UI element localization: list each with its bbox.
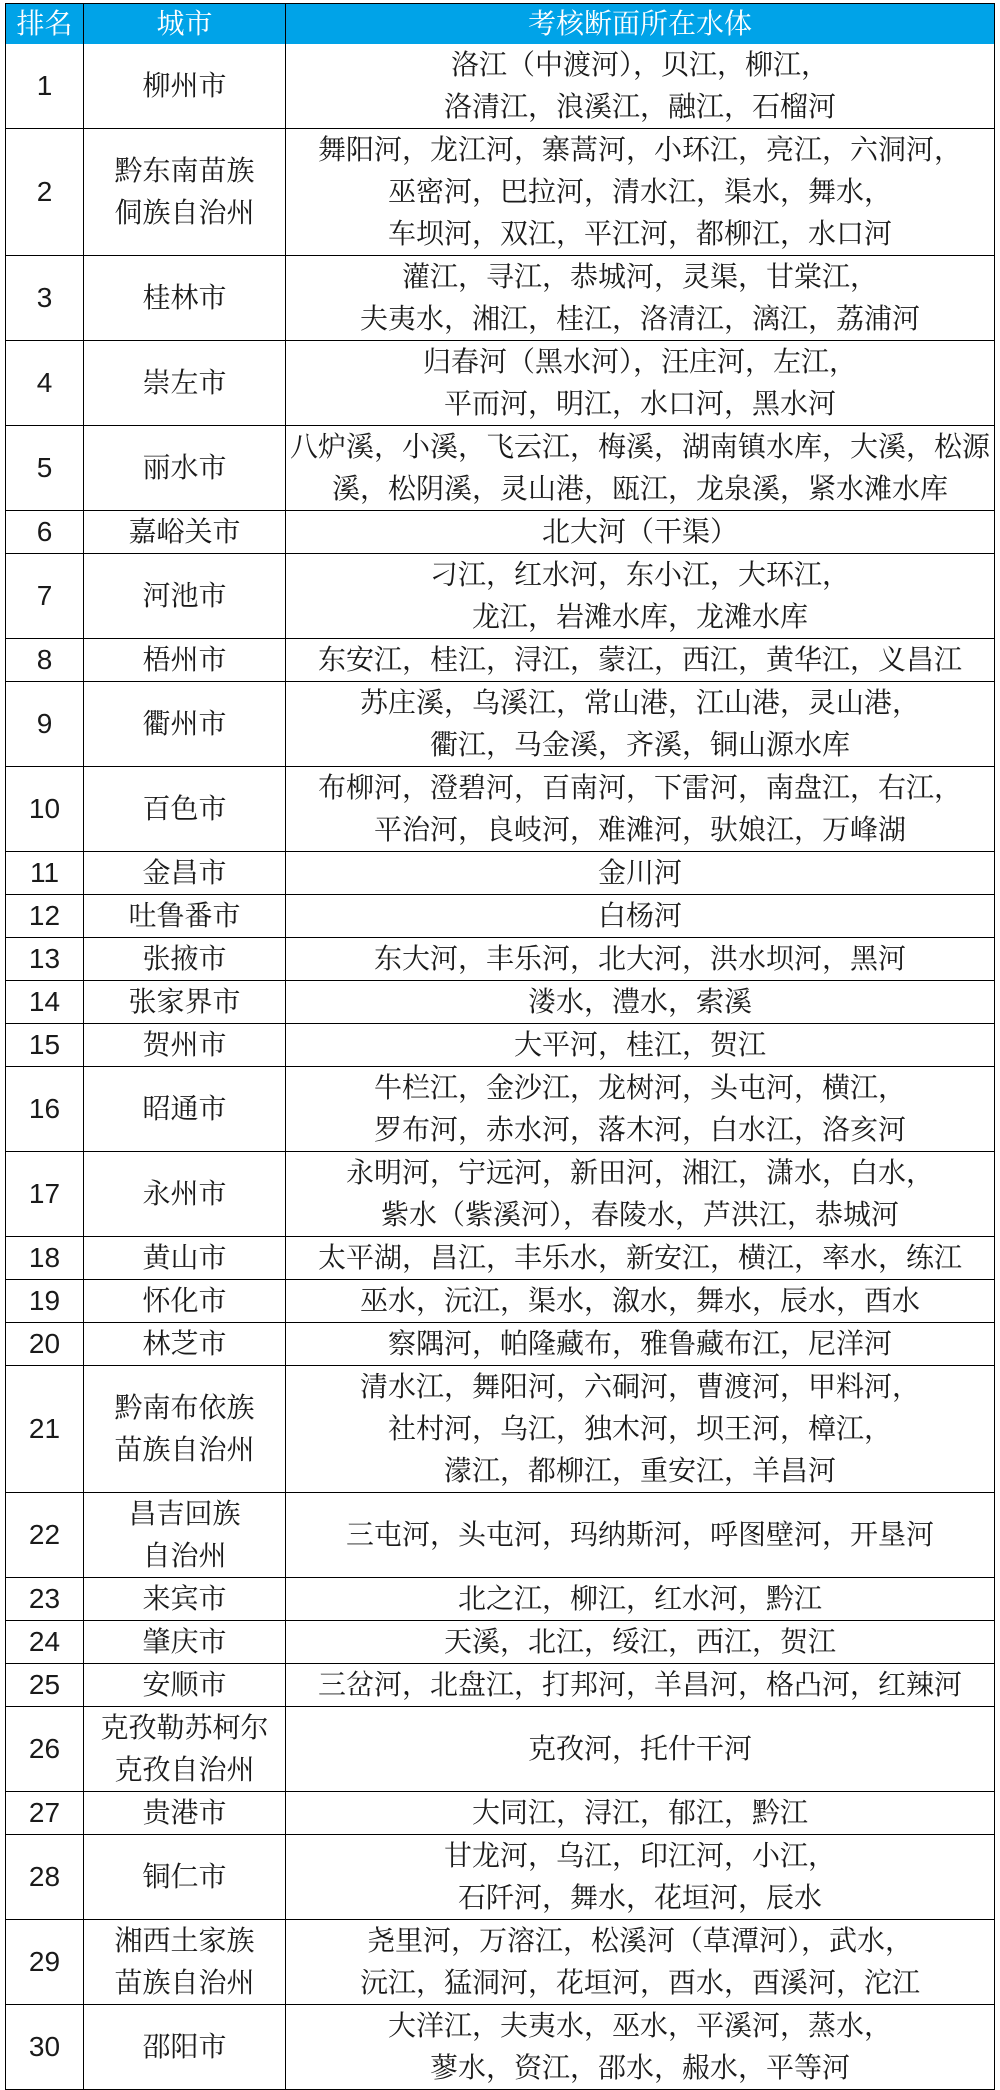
- water-line: 巫密河，巴拉河，清水江，渠水，舞水，: [387, 176, 892, 207]
- water-line: 北大河（干渠）: [541, 516, 738, 547]
- water-line: 八炉溪，小溪，飞云江，梅溪，湖南镇水库，大溪，松源: [289, 431, 990, 462]
- water-body-cell: [286, 895, 994, 937]
- city-cell: [84, 938, 286, 980]
- water-body-cell: [286, 554, 994, 638]
- water-line: 三屯河，头屯河，玛纳斯河，呼图壁河，开垦河: [345, 1519, 934, 1550]
- city-line: 桂林市: [142, 282, 227, 313]
- city-cell: [84, 341, 286, 425]
- city-line: 吐鲁番市: [128, 900, 241, 931]
- water-line: 石阡河，舞水，花垣河，辰水: [457, 1882, 822, 1913]
- city-line: 崇左市: [142, 367, 227, 398]
- water-line: 巫水，沅江，渠水，溆水，舞水，辰水，酉水: [359, 1285, 920, 1316]
- water-line: 罗布河，赤水河，落木河，白水江，洛亥河: [373, 1114, 906, 1145]
- header-rank: 排名: [6, 4, 84, 44]
- rank-cell: [6, 1280, 84, 1322]
- rank-text: 18: [28, 1242, 61, 1273]
- rank-cell: [6, 1024, 84, 1066]
- rank-text: 4: [36, 367, 53, 398]
- city-line: 永州市: [142, 1178, 227, 1209]
- city-cell: [84, 895, 286, 937]
- rank-cell: [6, 1835, 84, 1919]
- rank-cell: [6, 341, 84, 425]
- city-line: 安顺市: [142, 1669, 227, 1700]
- water-body-cell: [286, 1366, 994, 1492]
- rank-text: 15: [28, 1029, 61, 1060]
- table-row: [6, 44, 994, 128]
- rank-cell: [6, 682, 84, 766]
- rank-cell: [6, 981, 84, 1023]
- table-row: [6, 681, 994, 766]
- city-cell: [84, 767, 286, 851]
- rank-cell: [6, 1920, 84, 2004]
- table-row: [6, 1791, 994, 1834]
- city-cell: [84, 2005, 286, 2089]
- city-line: 自治州: [142, 1540, 227, 1571]
- city-line: 张家界市: [128, 986, 241, 1017]
- table-row: [6, 1620, 994, 1663]
- rank-text: 25: [28, 1669, 61, 1700]
- city-line: 湘西土家族: [114, 1925, 255, 1956]
- city-line: 张掖市: [142, 943, 227, 974]
- water-line: 蓼水，资江，邵水，赧水，平等河: [429, 2052, 850, 2083]
- city-cell: [84, 1835, 286, 1919]
- rank-text: 28: [28, 1861, 61, 1892]
- rank-cell: [6, 1707, 84, 1791]
- table-row: [6, 1023, 994, 1066]
- city-cell: [84, 1366, 286, 1492]
- water-line: 大同江，浔江，郁江，黔江: [471, 1797, 808, 1828]
- city-cell: [84, 426, 286, 510]
- rank-cell: [6, 426, 84, 510]
- rank-text: 5: [36, 452, 53, 483]
- water-line: 甘龙河，乌江，印江河，小江，: [443, 1840, 836, 1871]
- rank-text: 23: [28, 1583, 61, 1614]
- rank-text: 14: [28, 986, 61, 1017]
- rank-cell: [6, 1493, 84, 1577]
- water-line: 溇水，澧水，索溪: [527, 986, 752, 1017]
- water-line: 衢江，马金溪，齐溪，铜山源水库: [429, 729, 850, 760]
- water-body-cell: [286, 256, 994, 340]
- city-cell: [84, 1792, 286, 1834]
- water-line: 牛栏江，金沙江，龙树河，头屯河，横江，: [373, 1072, 906, 1103]
- water-body-cell: [286, 1835, 994, 1919]
- city-line: 金昌市: [142, 857, 227, 888]
- city-cell: [84, 852, 286, 894]
- city-cell: [84, 1237, 286, 1279]
- table-row: [6, 2004, 994, 2089]
- rank-cell: [6, 129, 84, 255]
- rank-text: 12: [28, 900, 61, 931]
- water-body-cell: [286, 682, 994, 766]
- header-city: 城市: [84, 4, 286, 44]
- table-row: [6, 510, 994, 553]
- city-cell: [84, 1152, 286, 1236]
- rank-cell: [6, 554, 84, 638]
- rank-text: 30: [28, 2031, 61, 2062]
- water-body-cell: [286, 1152, 994, 1236]
- water-body-cell: [286, 341, 994, 425]
- water-line: 布柳河，澄碧河，百南河，下雷河，南盘江，右江，: [317, 772, 962, 803]
- water-line: 大洋江，夫夷水，巫水，平溪河，蒸水，: [387, 2010, 892, 2041]
- water-line: 刁江，红水河，东小江，大环江，: [429, 559, 850, 590]
- city-line: 昭通市: [142, 1093, 227, 1124]
- rank-text: 20: [28, 1328, 61, 1359]
- city-line: 黔东南苗族: [114, 155, 255, 186]
- city-line: 邵阳市: [142, 2031, 227, 2062]
- rank-cell: [6, 1792, 84, 1834]
- water-line: 龙江，岩滩水库，龙滩水库: [471, 601, 808, 632]
- rank-text: 19: [28, 1285, 61, 1316]
- table-row: [6, 766, 994, 851]
- water-line: 归春河（黑水河），汪庄河，左江，: [422, 346, 857, 377]
- water-body-cell: [286, 1280, 994, 1322]
- water-line: 夫夷水，湘江，桂江，洛清江，漓江，荔浦河: [359, 303, 920, 334]
- rank-text: 13: [28, 943, 61, 974]
- city-line: 林芝市: [142, 1328, 227, 1359]
- rank-cell: [6, 1366, 84, 1492]
- city-cell: [84, 511, 286, 553]
- rank-text: 24: [28, 1626, 61, 1657]
- water-line: 东安江，桂江，浔江，蒙江，西江，黄华江，义昌江: [317, 644, 962, 675]
- city-cell: [84, 981, 286, 1023]
- water-line: 灌江，寻江，恭城河，灵渠，甘棠江，: [401, 261, 878, 292]
- water-line: 北之江，柳江，红水河，黔江: [457, 1583, 822, 1614]
- table-row: [6, 1706, 994, 1791]
- city-cell: [84, 1621, 286, 1663]
- rank-cell: [6, 1152, 84, 1236]
- rank-cell: [6, 639, 84, 681]
- table-row: [6, 1577, 994, 1620]
- city-cell: [84, 1493, 286, 1577]
- water-line: 平治河，良岐河，难滩河，驮娘江，万峰湖: [373, 814, 906, 845]
- water-line: 苏庄溪，乌溪江，常山港，江山港，灵山港，: [359, 687, 920, 718]
- water-line: 太平湖，昌江，丰乐水，新安江，横江，率水，练江: [317, 1242, 962, 1273]
- water-line: 白杨河: [597, 900, 682, 931]
- water-body-cell: [286, 1067, 994, 1151]
- water-line: 舞阳河，龙江河，寨蒿河，小环江，亮江，六洞河，: [317, 134, 962, 165]
- rank-text: 27: [28, 1797, 61, 1828]
- water-line: 沅江，猛洞河，花垣河，酉水，酉溪河，沱江: [359, 1967, 920, 1998]
- rank-cell: [6, 938, 84, 980]
- city-cell: [84, 554, 286, 638]
- table-row: [6, 1834, 994, 1919]
- rank-cell: [6, 852, 84, 894]
- water-body-cell: [286, 44, 994, 128]
- water-body-cell: [286, 1707, 994, 1791]
- water-line: 紫水（紫溪河），春陵水，芦洪江，恭城河: [380, 1199, 899, 1230]
- water-line: 社村河，乌江，独木河，坝王河，樟江，: [387, 1413, 892, 1444]
- rank-text: 9: [36, 708, 53, 739]
- rank-text: 16: [28, 1093, 61, 1124]
- city-line: 黔南布依族: [114, 1392, 255, 1423]
- city-line: 嘉峪关市: [128, 516, 241, 547]
- city-line: 梧州市: [142, 644, 227, 675]
- water-line: 尧里河，万溶江，松溪河（草潭河），武水，: [366, 1925, 913, 1956]
- rank-cell: [6, 44, 84, 128]
- rank-text: 10: [28, 793, 61, 824]
- water-body-cell: [286, 2005, 994, 2089]
- city-cell: [84, 44, 286, 128]
- rank-text: 26: [28, 1733, 61, 1764]
- water-body-cell: [286, 1920, 994, 2004]
- city-cell: [84, 129, 286, 255]
- rank-cell: [6, 1323, 84, 1365]
- table-row: [6, 851, 994, 894]
- city-cell: [84, 1280, 286, 1322]
- city-line: 昌吉回族: [128, 1498, 241, 1529]
- rank-cell: [6, 895, 84, 937]
- table-row: [6, 980, 994, 1023]
- city-line: 铜仁市: [142, 1861, 227, 1892]
- rank-text: 22: [28, 1519, 61, 1550]
- city-line: 肇庆市: [142, 1626, 227, 1657]
- rank-cell: [6, 1664, 84, 1706]
- water-body-cell: [286, 1493, 994, 1577]
- city-line: 克孜勒苏柯尔: [100, 1712, 269, 1743]
- city-line: 柳州市: [142, 70, 227, 101]
- water-line: 平而河，明江，水口河，黑水河: [443, 388, 836, 419]
- rank-cell: [6, 2005, 84, 2089]
- table-row: [6, 1151, 994, 1236]
- table-row: [6, 1919, 994, 2004]
- rank-cell: [6, 1237, 84, 1279]
- water-line: 清水江，舞阳河，六硐河，曹渡河，甲料河，: [359, 1371, 920, 1402]
- ranking-table: [5, 3, 995, 2090]
- city-line: 丽水市: [142, 452, 227, 483]
- water-body-cell: [286, 938, 994, 980]
- water-body-cell: [286, 1024, 994, 1066]
- water-body-cell: [286, 1664, 994, 1706]
- rank-cell: [6, 1067, 84, 1151]
- water-line: 金川河: [597, 857, 682, 888]
- city-cell: [84, 1067, 286, 1151]
- city-line: 苗族自治州: [114, 1967, 255, 1998]
- city-line: 河池市: [142, 580, 227, 611]
- city-cell: [84, 256, 286, 340]
- water-line: 察隅河，帕隆藏布，雅鲁藏布江，尼洋河: [387, 1328, 892, 1359]
- table-row: [6, 1492, 994, 1577]
- city-line: 衢州市: [142, 708, 227, 739]
- city-line: 贵港市: [142, 1797, 227, 1828]
- city-line: 来宾市: [142, 1583, 227, 1614]
- table-row: [6, 1322, 994, 1365]
- rank-text: 7: [36, 580, 53, 611]
- rank-text: 1: [36, 70, 53, 101]
- water-line: 克孜河，托什干河: [527, 1733, 752, 1764]
- water-body-cell: [286, 1792, 994, 1834]
- water-body-cell: [286, 129, 994, 255]
- water-line: 天溪，北江，绥江，西江，贺江: [443, 1626, 836, 1657]
- table-row: [6, 937, 994, 980]
- water-body-cell: [286, 1237, 994, 1279]
- table-row: [6, 1365, 994, 1492]
- city-cell: [84, 682, 286, 766]
- water-line: 溪，松阴溪，灵山港，瓯江，龙泉溪，紧水滩水库: [331, 473, 948, 504]
- table-row: [6, 1663, 994, 1706]
- water-body-cell: [286, 1323, 994, 1365]
- table-row: [6, 128, 994, 255]
- rank-text: 11: [29, 857, 60, 888]
- city-cell: [84, 1323, 286, 1365]
- city-line: 克孜自治州: [114, 1754, 255, 1785]
- city-cell: [84, 1920, 286, 2004]
- water-body-cell: [286, 639, 994, 681]
- city-cell: [84, 1578, 286, 1620]
- water-body-cell: [286, 426, 994, 510]
- water-line: 东大河，丰乐河，北大河，洪水坝河，黑河: [373, 943, 906, 974]
- water-body-cell: [286, 1578, 994, 1620]
- water-body-cell: [286, 767, 994, 851]
- rank-cell: [6, 1578, 84, 1620]
- table-row: [6, 1279, 994, 1322]
- table-body: [6, 44, 994, 2089]
- water-line: 濛江，都柳江，重安江，羊昌河: [443, 1455, 836, 1486]
- city-cell: [84, 1664, 286, 1706]
- rank-cell: [6, 767, 84, 851]
- rank-text: 29: [28, 1946, 61, 1977]
- table-row: [6, 553, 994, 638]
- city-cell: [84, 1024, 286, 1066]
- rank-text: 6: [36, 516, 53, 547]
- water-body-cell: [286, 511, 994, 553]
- water-line: 车坝河，双江，平江河，都柳江，水口河: [387, 218, 892, 249]
- city-line: 苗族自治州: [114, 1434, 255, 1465]
- city-line: 侗族自治州: [114, 197, 255, 228]
- rank-text: 21: [28, 1413, 61, 1444]
- rank-text: 17: [28, 1178, 61, 1209]
- rank-cell: [6, 1621, 84, 1663]
- table-row: [6, 1066, 994, 1151]
- rank-cell: [6, 511, 84, 553]
- header-water-body: 考核断面所在水体: [286, 4, 994, 44]
- rank-text: 2: [36, 176, 53, 207]
- water-line: 大平河，桂江，贺江: [513, 1029, 766, 1060]
- table-row: [6, 894, 994, 937]
- water-line: 洛江（中渡河），贝江，柳江，: [450, 49, 829, 80]
- water-body-cell: [286, 1621, 994, 1663]
- city-line: 百色市: [142, 793, 227, 824]
- city-line: 怀化市: [142, 1285, 227, 1316]
- table-row: [6, 638, 994, 681]
- water-body-cell: [286, 852, 994, 894]
- rank-text: 8: [36, 644, 53, 675]
- city-cell: [84, 639, 286, 681]
- table-header-row: [6, 4, 994, 44]
- water-line: 洛清江，浪溪江，融江，石榴河: [443, 91, 836, 122]
- table-row: [6, 340, 994, 425]
- rank-cell: [6, 256, 84, 340]
- water-body-cell: [286, 981, 994, 1023]
- table-row: [6, 425, 994, 510]
- table-row: [6, 1236, 994, 1279]
- city-cell: [84, 1707, 286, 1791]
- city-line: 贺州市: [142, 1029, 227, 1060]
- table-row: [6, 255, 994, 340]
- water-line: 永明河，宁远河，新田河，湘江，潇水，白水，: [345, 1157, 934, 1188]
- city-line: 黄山市: [142, 1242, 227, 1273]
- rank-text: 3: [36, 282, 53, 313]
- water-line: 三岔河，北盘江，打邦河，羊昌河，格凸河，红辣河: [317, 1669, 962, 1700]
